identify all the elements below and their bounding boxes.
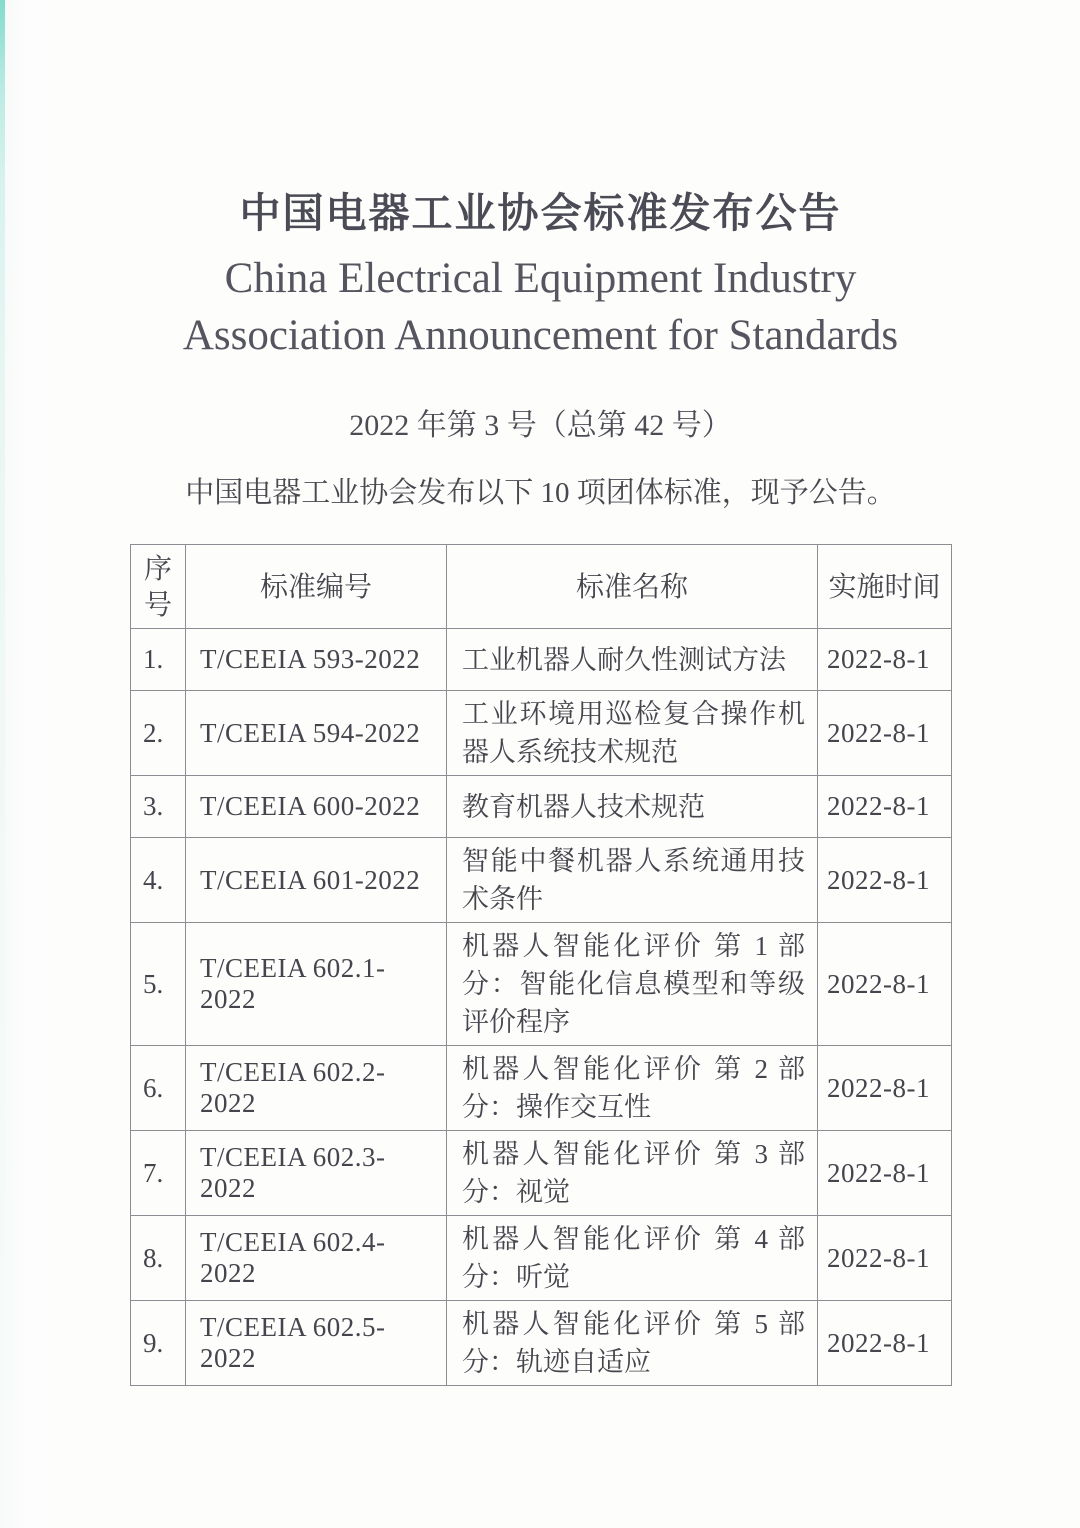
title-english-line2: Association Announcement for Standards xyxy=(182,312,899,359)
header-row xyxy=(131,545,952,629)
row-code-cell: T/CEEIA 600-2022 xyxy=(186,776,447,838)
row-date-cell: 2022-8-1 xyxy=(818,838,952,923)
row-date-cell: 2022-8-1 xyxy=(818,629,952,691)
table-row xyxy=(131,691,952,776)
header-name: 标准名称 xyxy=(447,545,818,629)
row-code-cell: T/CEEIA 602.1-2022 xyxy=(186,923,447,1046)
row-code-cell: T/CEEIA 601-2022 xyxy=(186,838,447,923)
row-name-cell: 工业机器人耐久性测试方法 xyxy=(447,629,818,691)
standards-table xyxy=(130,544,952,1386)
row-date-cell: 2022-8-1 xyxy=(818,923,952,1046)
table-row xyxy=(131,1216,952,1301)
table-row xyxy=(131,1131,952,1216)
row-index-cell: 6. xyxy=(131,1046,186,1131)
header-code: 标准编号 xyxy=(186,545,447,629)
header-date: 实施时间 xyxy=(818,545,952,629)
title-english-line1: China Electrical Equipment Industry xyxy=(224,255,857,302)
issue-number: 2022 年第 3 号（总第 42 号） xyxy=(349,409,732,442)
row-index-cell: 2. xyxy=(131,691,186,776)
row-name-cell: 工业环境用巡检复合操作机器人系统技术规范 xyxy=(447,691,818,776)
row-code-cell: T/CEEIA 602.5-2022 xyxy=(186,1301,447,1386)
row-code-cell: T/CEEIA 593-2022 xyxy=(186,629,447,691)
table-row xyxy=(131,838,952,923)
row-name-cell: 机器人智能化评价 第 1 部分：智能化信息模型和等级评价程序 xyxy=(447,923,818,1046)
intro-text: 中国电器工业协会发布以下 10 项团体标准，现予公告。 xyxy=(185,477,896,509)
row-name-cell: 机器人智能化评价 第 5 部分：轨迹自适应 xyxy=(447,1301,818,1386)
header-index: 序号 xyxy=(131,545,186,629)
table-row xyxy=(131,629,952,691)
table-row xyxy=(131,923,952,1046)
row-date-cell: 2022-8-1 xyxy=(818,1131,952,1216)
row-index-cell: 5. xyxy=(131,923,186,1046)
scan-edge-artifact xyxy=(0,0,5,1528)
row-date-cell: 2022-8-1 xyxy=(818,1046,952,1131)
row-date-cell: 2022-8-1 xyxy=(818,776,952,838)
row-name-cell: 教育机器人技术规范 xyxy=(447,776,818,838)
table-row xyxy=(131,776,952,838)
row-code-cell: T/CEEIA 602.2-2022 xyxy=(186,1046,447,1131)
title-chinese: 中国电器工业协会标准发布公告 xyxy=(239,190,842,236)
standards-table-head xyxy=(131,545,952,629)
row-index-cell: 8. xyxy=(131,1216,186,1301)
row-name-cell: 智能中餐机器人系统通用技术条件 xyxy=(447,838,818,923)
row-code-cell: T/CEEIA 602.4-2022 xyxy=(186,1216,447,1301)
table-row xyxy=(131,1301,952,1386)
table-row xyxy=(131,1046,952,1131)
title-english xyxy=(130,250,951,364)
row-date-cell: 2022-8-1 xyxy=(818,1216,952,1301)
row-code-cell: T/CEEIA 602.3-2022 xyxy=(186,1131,447,1216)
row-code-cell: T/CEEIA 594-2022 xyxy=(186,691,447,776)
standards-table-body xyxy=(131,629,952,1386)
row-name-cell: 机器人智能化评价 第 2 部分：操作交互性 xyxy=(447,1046,818,1131)
row-index-cell: 1. xyxy=(131,629,186,691)
row-index-cell: 3. xyxy=(131,776,186,838)
row-name-cell: 机器人智能化评价 第 3 部分：视觉 xyxy=(447,1131,818,1216)
row-date-cell: 2022-8-1 xyxy=(818,1301,952,1386)
row-date-cell: 2022-8-1 xyxy=(818,691,952,776)
row-index-cell: 4. xyxy=(131,838,186,923)
row-index-cell: 7. xyxy=(131,1131,186,1216)
row-name-cell: 机器人智能化评价 第 4 部分：听觉 xyxy=(447,1216,818,1301)
row-index-cell: 9. xyxy=(131,1301,186,1386)
